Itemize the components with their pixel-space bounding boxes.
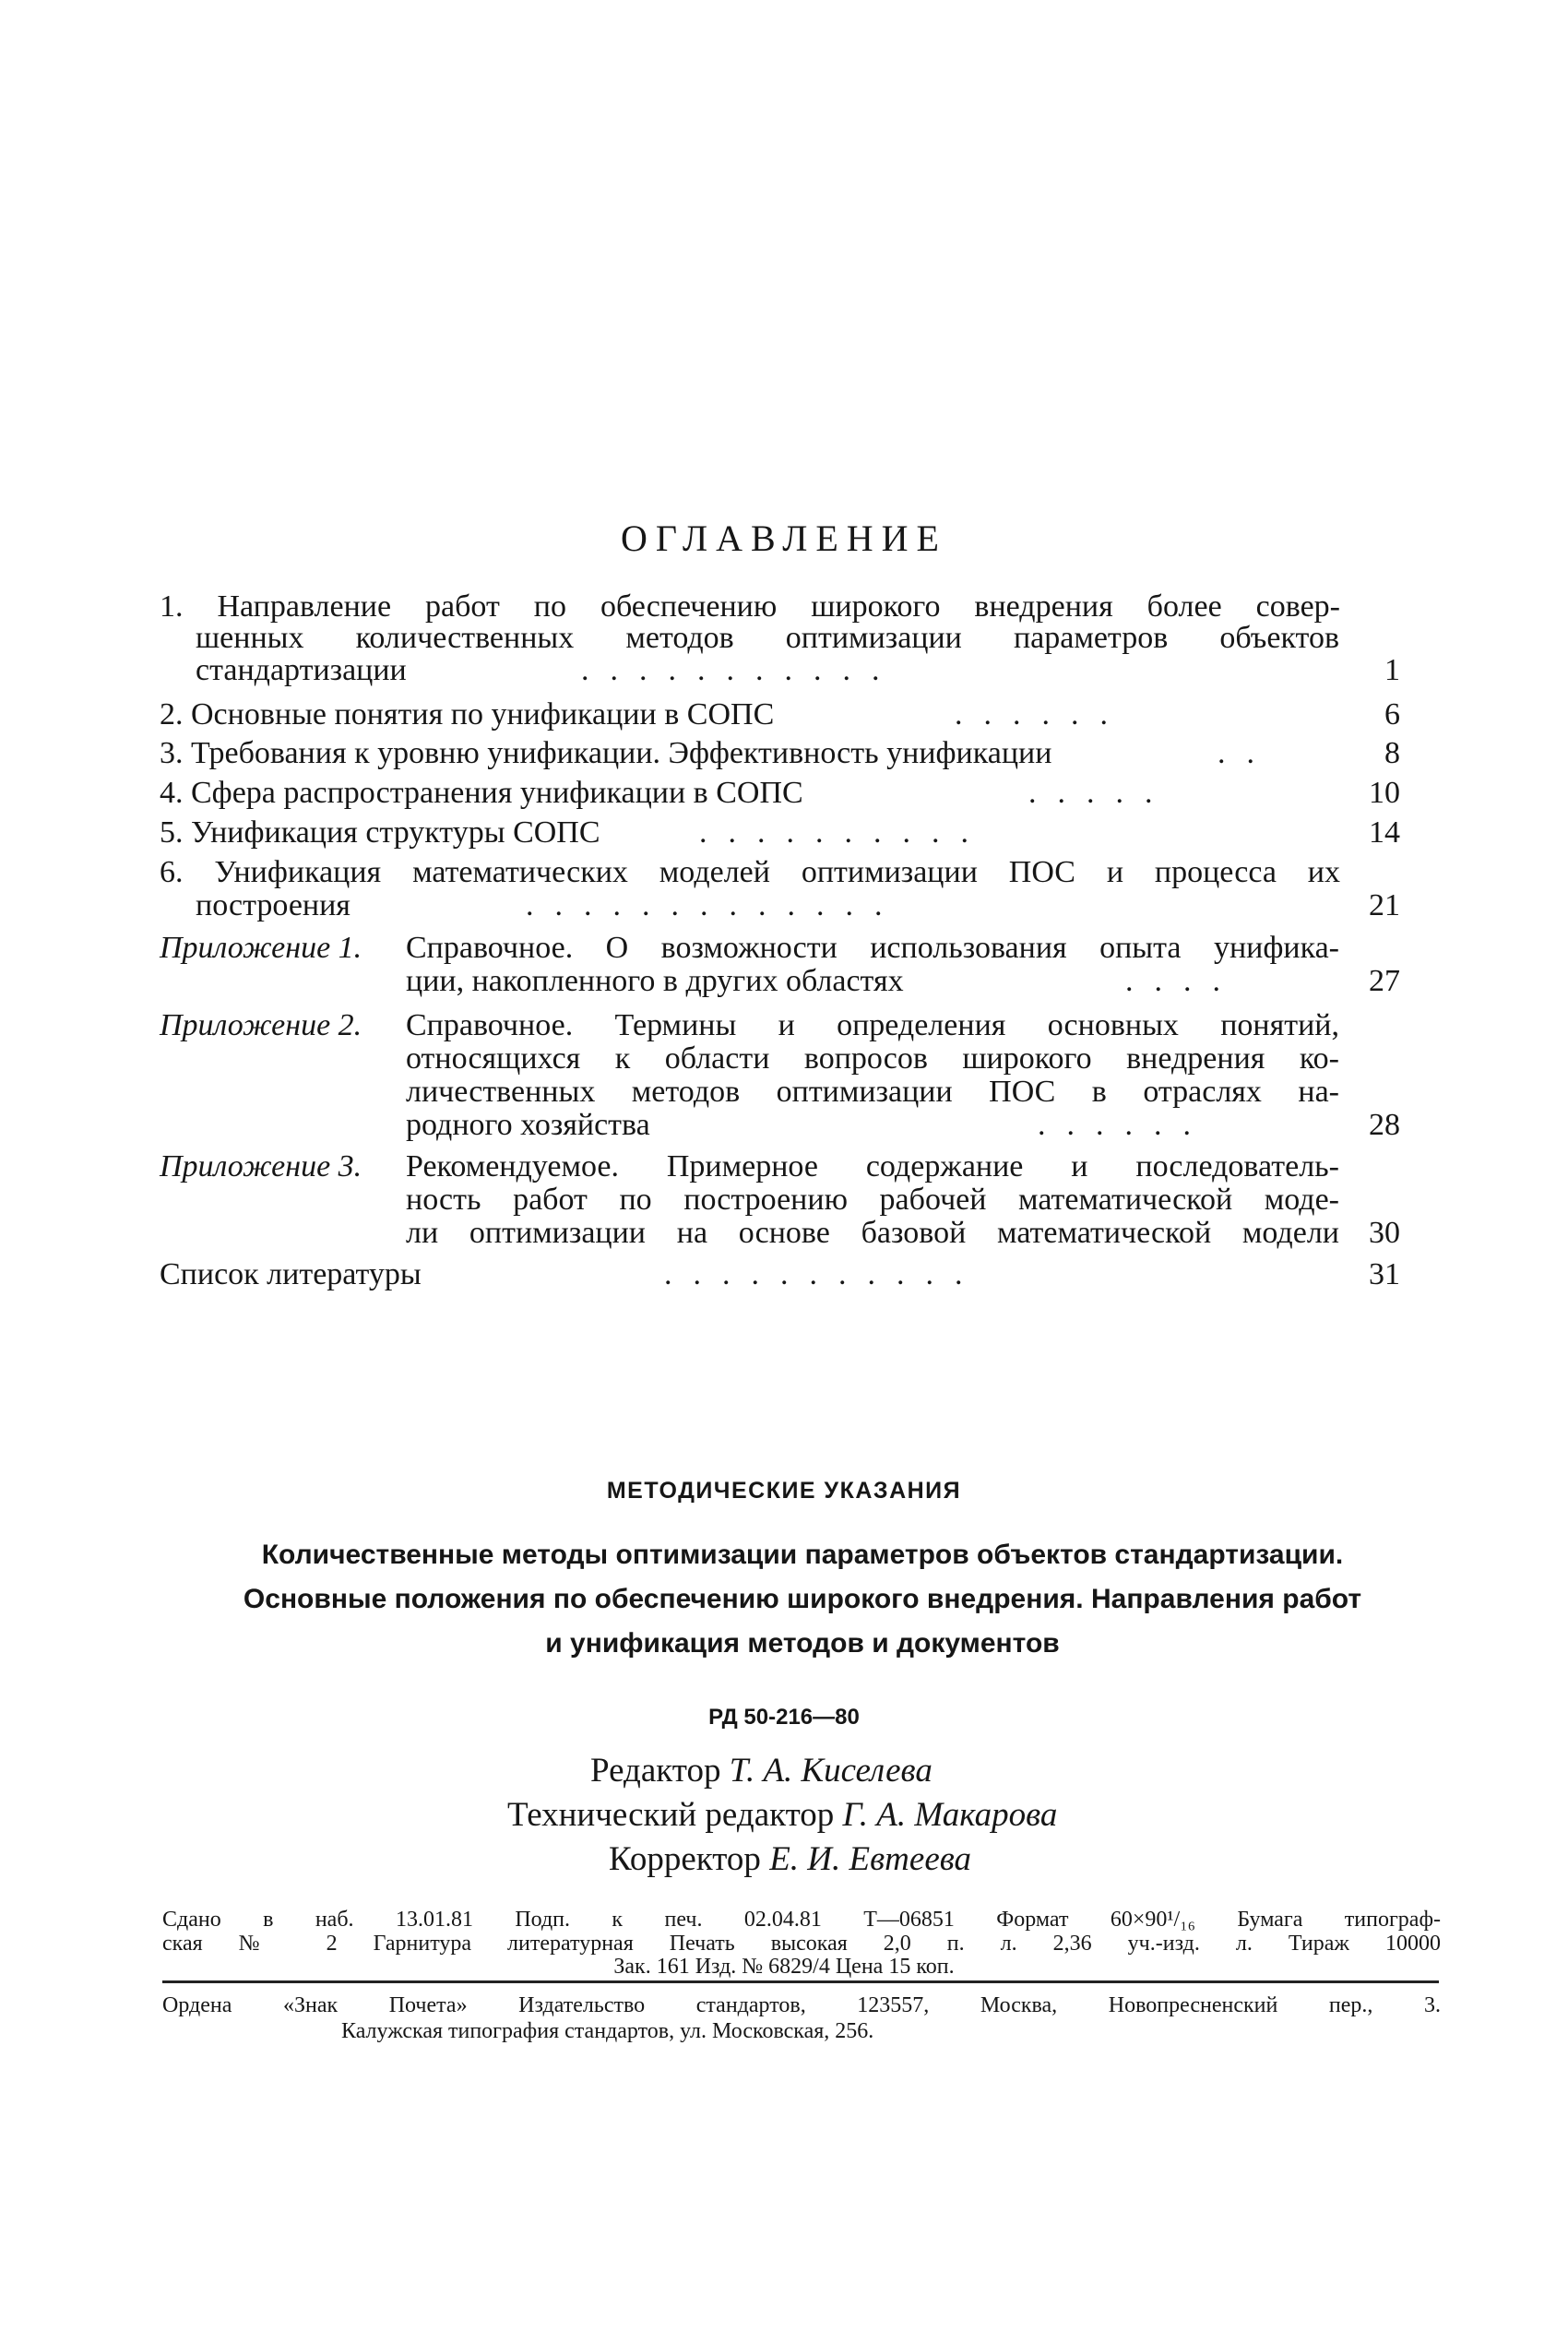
imprint-line: Сдано в наб. 13.01.81 Подп. к печ. 02.04.81 Т—06851 Формат 60×90¹/₁₆ Бумага типограф- — [162, 1908, 1441, 1932]
appendix-label: Приложение 2. — [160, 1008, 362, 1042]
toc-entry-text: 1. Направление работ по обеспечению широкого внедрения более совер- — [160, 589, 1340, 624]
leader-dots: .. — [1218, 736, 1276, 770]
staff-role: Корректор — [609, 1840, 761, 1878]
publisher-line: Калужская типография стандартов, ул. Московская, 256. — [341, 2019, 874, 2043]
publisher-line: Ордена «Знак Почета» Издательство стандартов, 123557, Москва, Новопресненский пер., 3. — [162, 1993, 1441, 2017]
staff-line — [507, 1793, 1057, 1837]
toc-entry-text: шенных количественных методов оптимизации параметров объектов — [196, 621, 1339, 655]
toc-entry-text: ность работ по построению рабочей математической моде- — [406, 1183, 1339, 1217]
staff-role: Редактор — [590, 1752, 721, 1790]
toc-entry-text: Справочное. Термины и определения основных понятий, — [406, 1008, 1339, 1042]
toc-entry-text: построения — [196, 888, 350, 922]
leader-dots: ............. — [526, 888, 904, 922]
staff-line — [609, 1837, 971, 1882]
document-title-line: Количественные методы оптимизации параметров объектов стандартизации. — [261, 1540, 1344, 1570]
leader-dots: .... — [1125, 964, 1241, 998]
toc-entry-text: 6. Унификация математических моделей оптимизации ПОС и процесса их — [160, 855, 1340, 889]
toc-page-number: 28 — [1369, 1108, 1400, 1142]
toc-page-number: 27 — [1369, 964, 1400, 998]
toc-entry-text: 4. Сфера распространения унификации в СОПС — [160, 776, 803, 810]
leader-dots: ........... — [581, 653, 901, 687]
document-title — [161, 1533, 1443, 1666]
leader-dots: .......... — [699, 815, 990, 850]
document-title-line: Основные положения по обеспечению широкого внедрения. Направления работ — [243, 1584, 1362, 1614]
staff-line — [590, 1749, 932, 1793]
toc-entry-text: 5. Унификация структуры СОПС — [160, 815, 600, 850]
toc-entry-text: 3. Требования к уровню унификации. Эффективность унификации — [160, 736, 1052, 770]
toc-entry-text: 2. Основные понятия по унификации в СОПС — [160, 697, 775, 731]
toc-page-number: 8 — [1384, 736, 1400, 770]
toc-entry-text: родного хозяйства — [406, 1108, 650, 1142]
toc-page-number: 6 — [1384, 697, 1400, 731]
staff-name: Г. А. Макарова — [842, 1796, 1058, 1834]
appendix-label: Приложение 1. — [160, 931, 362, 965]
toc-entry-text: личественных методов оптимизации ПОС в отраслях на- — [406, 1075, 1339, 1109]
leader-dots: ..... — [1028, 776, 1174, 810]
imprint-line: Зак. 161 Изд. № 6829/4 Цена 15 коп. — [613, 1955, 955, 1979]
imprint-line: ская № 2 Гарнитура литературная Печать высокая 2,0 п. л. 2,36 уч.-изд. л. Тираж 10000 — [162, 1932, 1441, 1956]
leader-dots: ........... — [664, 1257, 984, 1291]
staff-name: Е. И. Евтеева — [769, 1840, 972, 1878]
toc-page-number: 31 — [1369, 1257, 1400, 1291]
leader-dots: ...... — [1038, 1108, 1212, 1142]
document-code: РД 50-216—80 — [708, 1705, 860, 1730]
toc-entry-text: ли оптимизации на основе базовой математической модели — [406, 1216, 1339, 1250]
leader-dots: ...... — [955, 697, 1129, 731]
toc-entry-text: ции, накопленного в других областях — [406, 964, 904, 998]
toc-entry-text: Рекомендуемое. Примерное содержание и последователь- — [406, 1149, 1339, 1183]
toc-entry-text: относящихся к области вопросов широкого внедрения ко- — [406, 1041, 1339, 1076]
appendix-label: Приложение 3. — [160, 1149, 362, 1183]
toc-entry-text: Справочное. О возможности использования опыта унифика- — [406, 931, 1339, 965]
toc-entry-text: Список литературы — [160, 1257, 422, 1291]
divider — [162, 1980, 1439, 1983]
toc-entry-text: стандартизации — [196, 653, 407, 687]
document-title-line: и унификация методов и документов — [545, 1628, 1060, 1659]
toc-title: ОГЛАВЛЕНИЕ — [621, 517, 947, 559]
toc-page-number: 14 — [1369, 815, 1400, 850]
section-heading: МЕТОДИЧЕСКИЕ УКАЗАНИЯ — [606, 1478, 962, 1504]
staff-name: Т. А. Киселева — [729, 1752, 932, 1790]
toc-page-number: 30 — [1369, 1216, 1400, 1250]
toc-page-number: 1 — [1384, 653, 1400, 687]
staff-role: Технический редактор — [507, 1796, 835, 1834]
toc-page-number: 21 — [1369, 888, 1400, 922]
toc-page-number: 10 — [1369, 776, 1400, 810]
